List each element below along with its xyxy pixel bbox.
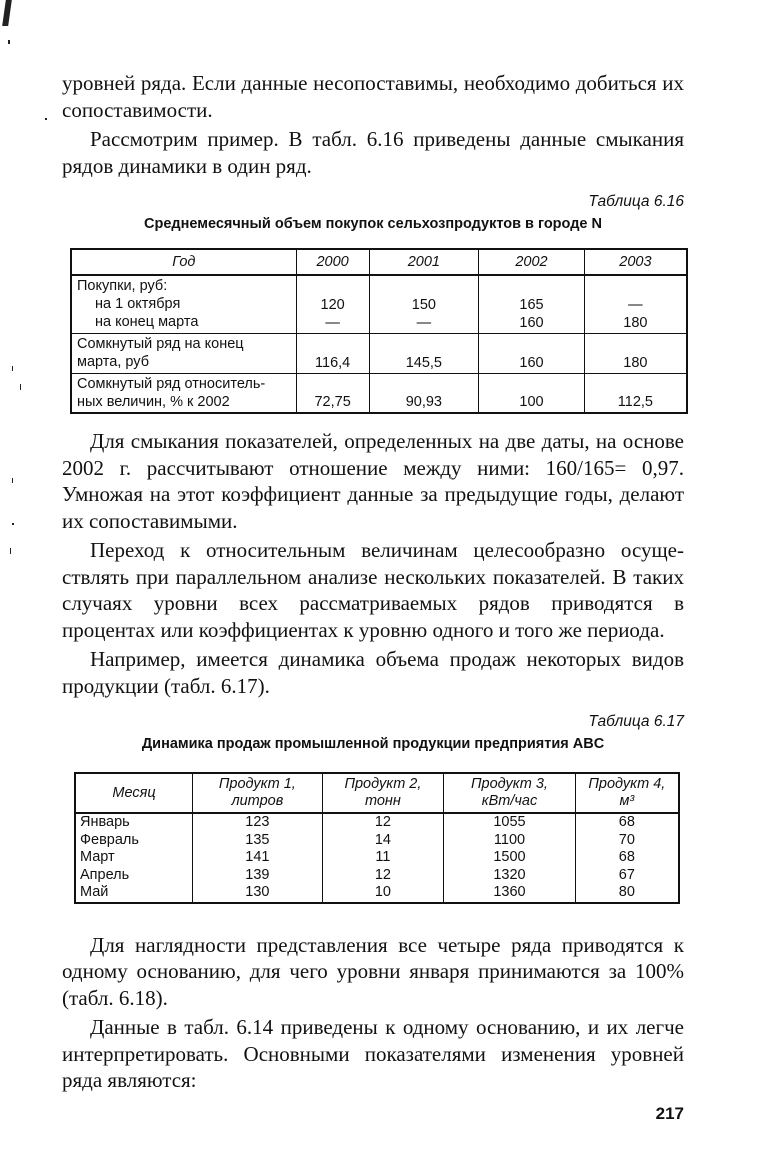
header-product-2: Продукт 2, тонн [322,773,444,813]
paragraph-splicing: Для смыкания показателей, определенных на две даты, на основе 2002 г. рассчитывают отношение между ними: 160/165= 0,97. Умножая на этот коэффициент данные за предыдущие годы, делают их сопоставимыми. [62,429,684,533]
scan-mark [12,366,13,371]
header-month: Месяц [75,773,193,813]
table-cell: 135 [193,832,323,850]
paragraph-example-intro: Рассмотрим пример. В табл. 6.16 приведены данные смыкания рядов динамики в один ряд. [62,127,684,178]
row-label-purchases: Покупки, руб: на 1 октября на конец марта [71,275,296,333]
header-product-3: Продукт 3, кВт/час [444,773,576,813]
paragraph-sales-example: Например, имеется динамика объема продаж некоторых видов продукции (табл. 6.17). [62,647,684,698]
scan-mark [12,478,13,483]
table-cell: 70 [575,832,679,850]
table-row [75,813,679,832]
month-cell: Январь [75,813,193,832]
table-cell: — 180 [584,275,687,333]
table-cell: 165 160 [479,275,585,333]
table-cell: 1360 [444,884,576,903]
header-2002: 2002 [479,249,585,275]
table-cell: 112,5 [584,373,687,413]
scan-mark [12,523,14,525]
table-header-row [71,249,687,275]
table-cell: 130 [193,884,323,903]
row-label-closed-series: Сомкнутый ряд на конец марта, руб [71,333,296,373]
paragraph-relative-values: Переход к относительным величинам целесообразно осуществлять при параллельном анализе нескольких показателей. В таких случаях уровни всех рассматриваемых рядов приводятся в процентах или коэффициентах к уровню одного и того же периода. [62,538,684,642]
table-cell: 120 — [296,275,369,333]
scan-mark [20,384,21,390]
header-year: Год [71,249,296,275]
table-cell: 141 [193,849,323,867]
table-cell: 1055 [444,813,576,832]
month-cell: Май [75,884,193,903]
paragraph-common-base: Для наглядности представления все четыре ряда приводятся к одному основанию, для чего уровни января принимаются за 100% (табл. 6.18). [62,932,684,1010]
scan-mark-corner [2,0,12,26]
table-header-row [75,773,679,813]
header-2001: 2001 [369,249,479,275]
table-row [75,867,679,885]
table-cell: 123 [193,813,323,832]
table-617-number: Таблица 6.17 [588,713,684,730]
table-cell: 139 [193,867,323,885]
header-2000: 2000 [296,249,369,275]
row-label-relative-series: Сомкнутый ряд относитель- ных величин, % к 2002 [71,373,296,413]
table-cell: 68 [575,813,679,832]
table-cell: 14 [322,832,444,850]
table-cell: 68 [575,849,679,867]
table-cell: 145,5 [369,333,479,373]
month-cell: Февраль [75,832,193,850]
table-cell: 150 — [369,275,479,333]
month-cell: Апрель [75,867,193,885]
table-cell: 116,4 [296,333,369,373]
table-cell: 160 [479,333,585,373]
page-number: 217 [655,1104,684,1123]
scan-mark [8,40,10,44]
scan-mark [10,548,11,554]
table-cell: 100 [479,373,585,413]
month-cell: Март [75,849,193,867]
table-616 [70,248,688,414]
table-row [71,275,687,333]
table-cell: 67 [575,867,679,885]
table-cell: 1500 [444,849,576,867]
table-row [75,884,679,903]
header-product-1: Продукт 1, литров [193,773,323,813]
table-cell: 72,75 [296,373,369,413]
table-row [71,333,687,373]
table-cell: 80 [575,884,679,903]
table-cell: 12 [322,813,444,832]
table-cell: 12 [322,867,444,885]
table-cell: 11 [322,849,444,867]
table-row [75,849,679,867]
table-cell: 1100 [444,832,576,850]
table-row [71,373,687,413]
table-616-number: Таблица 6.16 [588,193,684,210]
paragraph-continuation: уровней ряда. Если данные несопоставимы, необходимо добиться их сопоставимости. [62,71,684,122]
header-2003: 2003 [584,249,687,275]
table-row [75,832,679,850]
table-616-title: Среднемесячный объем покупок сельхозпродуктов в городе N [144,216,602,232]
table-617 [74,772,680,904]
header-product-4: Продукт 4, м³ [575,773,679,813]
table-617-title: Динамика продаж промышленной продукции предприятия ABC [141,736,605,752]
table-cell: 10 [322,884,444,903]
paragraph-indicators: Данные в табл. 6.14 приведены к одному основанию, и их легче интерпретировать. Основными показателями изменения уровней ряда являются: [62,1015,684,1093]
table-cell: 180 [584,333,687,373]
table-cell: 1320 [444,867,576,885]
scan-mark [45,118,47,120]
table-cell: 90,93 [369,373,479,413]
book-page [62,70,684,1094]
